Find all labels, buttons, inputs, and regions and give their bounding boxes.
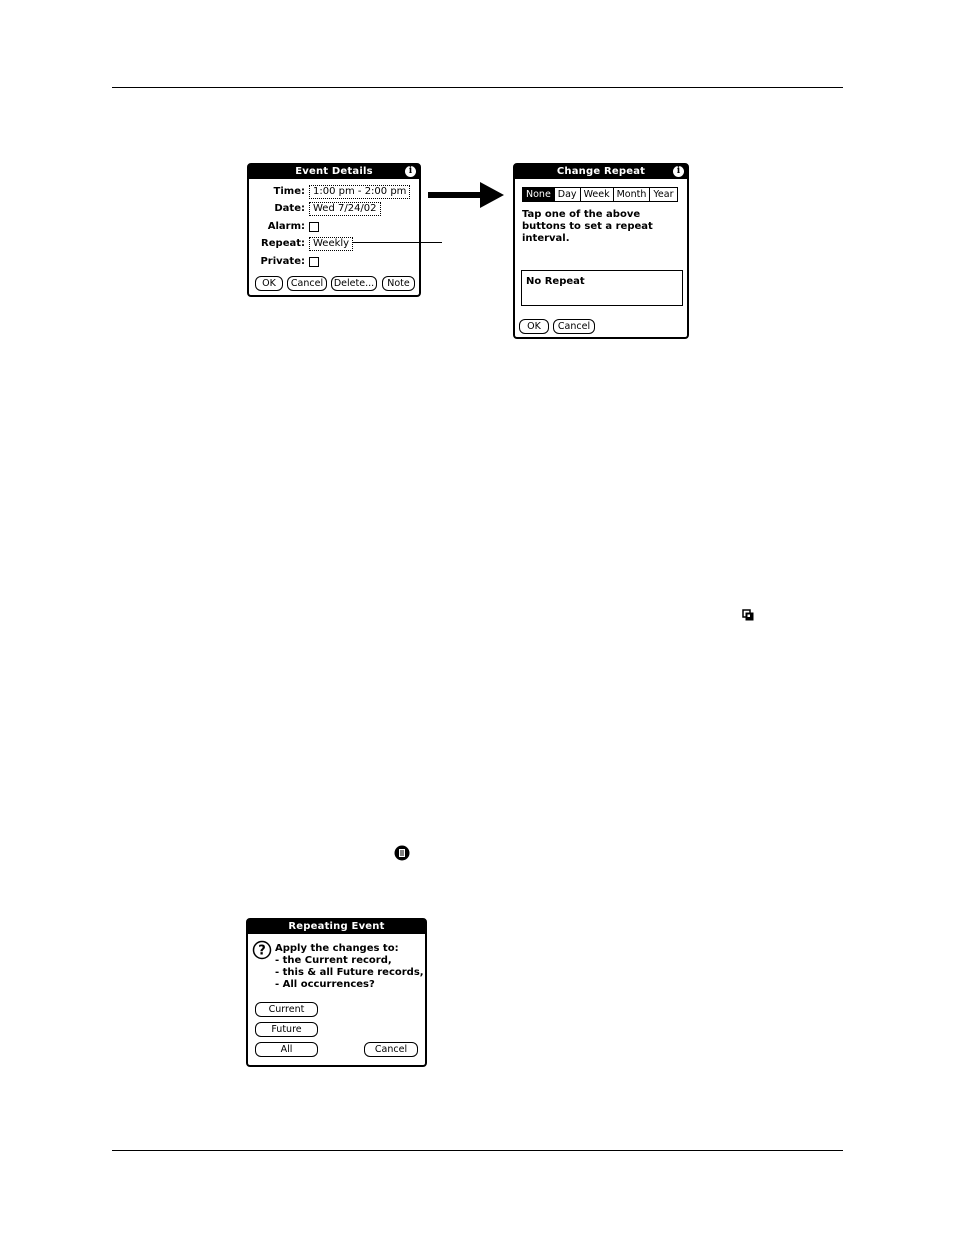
repeat-summary-text: No Repeat [526,276,585,287]
right-arrow-icon [428,181,506,209]
time-label: Time: [273,186,305,197]
current-button[interactable]: Current [255,1002,318,1017]
tab-year[interactable]: Year [649,188,676,201]
future-button[interactable]: Future [255,1022,318,1037]
question-icon [252,940,272,960]
ok-button[interactable]: OK [255,276,283,291]
change-repeat-dialog [513,163,689,339]
repeating-event-dialog [246,918,427,1067]
dialog-title: Repeating Event [248,920,425,934]
note-button[interactable]: Note [382,276,415,291]
alarm-checkbox[interactable] [309,222,319,232]
private-label: Private: [260,256,305,267]
delete-button[interactable]: Delete... [331,276,377,291]
date-label: Date: [274,203,305,214]
cancel-button[interactable]: Cancel [553,319,595,334]
svg-text:?: ? [258,943,266,959]
tab-month[interactable]: Month [613,188,650,201]
repeat-field[interactable]: Weekly [309,237,353,251]
time-field[interactable]: 1:00 pm - 2:00 pm [309,185,410,199]
dialog-title: Event Details [249,165,419,179]
alarm-label: Alarm: [267,221,305,232]
repeat-summary-box [521,270,683,306]
tab-none[interactable]: None [523,188,554,201]
repeat-tabs [522,187,678,202]
dialog-title: Change Repeat [515,165,687,179]
menu-icon [394,845,410,861]
instruction-text: Tap one of the above buttons to set a repeat interval. [522,209,653,244]
callout-line [353,242,442,243]
private-checkbox[interactable] [309,257,319,267]
confirm-message: Apply the changes to: - the Current record, - this & all Future records, - All occurrences? [275,943,424,990]
repeat-label: Repeat: [261,238,305,249]
copy-icon [742,609,754,621]
all-button[interactable]: All [255,1042,318,1057]
date-field[interactable]: Wed 7/24/02 [309,202,381,216]
top-rule [112,87,843,88]
bottom-rule [112,1150,843,1151]
tab-day[interactable]: Day [554,188,580,201]
ok-button[interactable]: OK [519,319,549,334]
info-icon[interactable]: i [673,166,684,177]
tab-week[interactable]: Week [580,188,613,201]
event-details-dialog [247,163,421,297]
cancel-button[interactable]: Cancel [287,276,327,291]
info-icon[interactable]: i [405,166,416,177]
cancel-button[interactable]: Cancel [364,1042,418,1057]
